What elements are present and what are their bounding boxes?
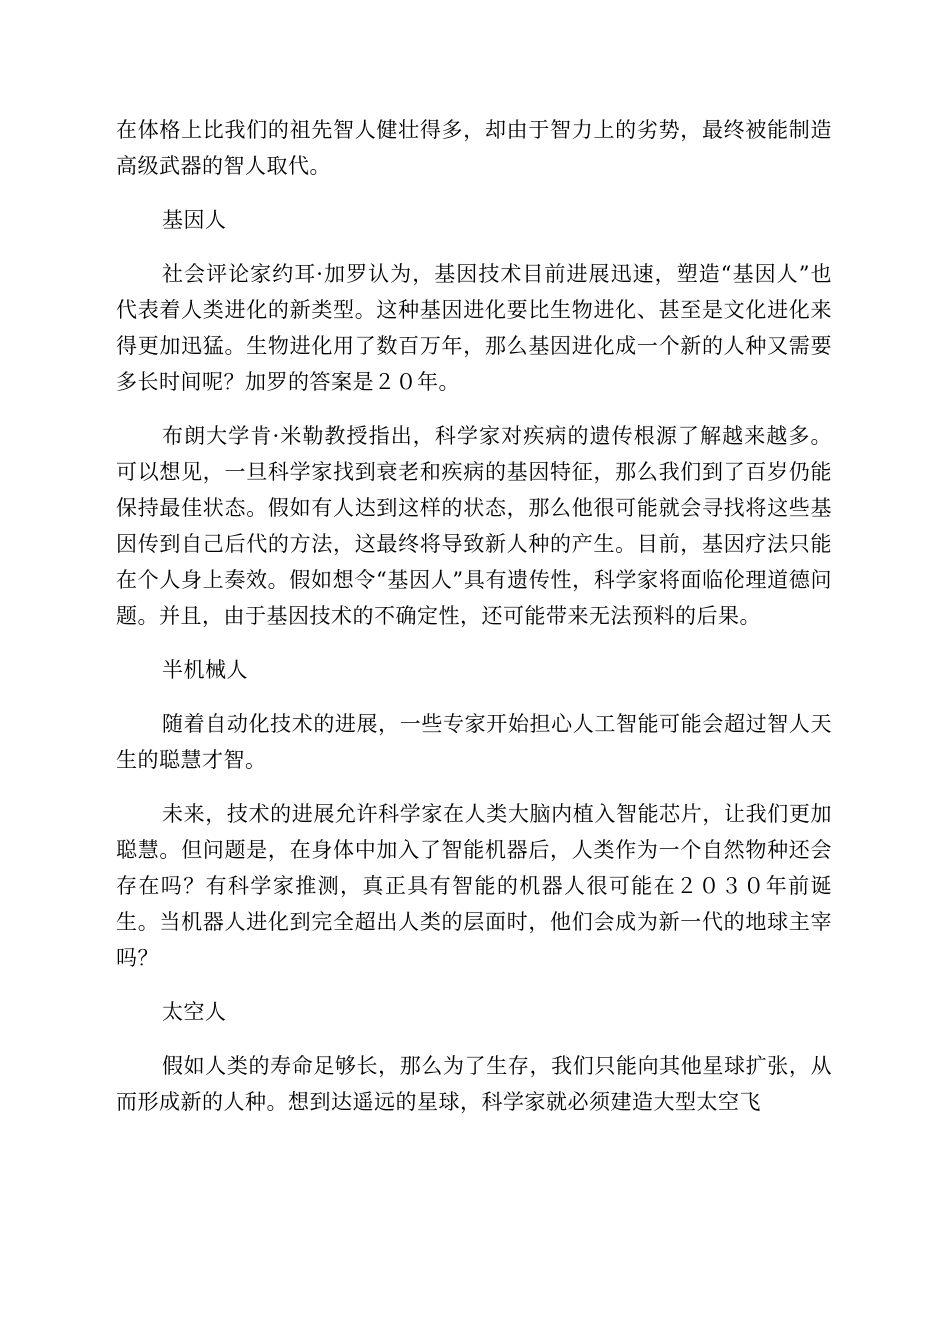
paragraph-gene-evolution: 社会评论家约耳·加罗认为，基因技术目前进展迅速，塑造“基因人”也代表着人类进化的新类型。这种基因进化要比生物进化、甚至是文化进化来得更加迅猛。生物进化用了数百万年，那么基因进化成一个新的人种又需要多长时间呢？加罗的答案是２０年。 — [116, 262, 832, 394]
paragraph-automation: 随着自动化技术的进展，一些专家开始担心人工智能可能会超过智人天生的聪慧才智。 — [116, 712, 832, 772]
paragraph-brown-university: 布朗大学肯·米勒教授指出，科学家对疾病的遗传根源了解越来越多。可以想见，一旦科学家找到衰老和疾病的基因特征，那么我们到了百岁仍能保持最佳状态。假如有人达到这样的状态，那么他很可能就会寻找将这些基因传到自己后代的方法，这最终将导致新人种的产生。目前，基因疗法只能在个人身上奏效。假如想令“基因人”具有遗传性，科学家将面临伦理道德问题。并且，由于基因技术的不确定性，还可能带来无法预料的后果。 — [116, 424, 832, 628]
paragraph-space-expansion: 假如人类的寿命足够长，那么为了生存，我们只能向其他星球扩张，从而形成新的人种。想到达遥远的星球，科学家就必须建造大型太空飞 — [116, 1054, 832, 1114]
paragraph-continued: 在体格上比我们的祖先智人健壮得多，却由于智力上的劣势，最终被能制造高级武器的智人取代。 — [116, 118, 832, 178]
document-body — [116, 112, 832, 1138]
section-heading-space-human: 太空人 — [162, 1000, 227, 1024]
paragraph-brain-chip: 未来，技术的进展允许科学家在人类大脑内植入智能芯片，让我们更加聪慧。但问题是，在身体中加入了智能机器后，人类作为一个自然物种还会存在吗？有科学家推测，真正具有智能的机器人很可能在２０３０年前诞生。当机器人进化到完全超出人类的层面时，他们会成为新一代的地球主宰吗？ — [116, 802, 832, 970]
section-heading-gene-human: 基因人 — [162, 208, 227, 232]
section-heading-cyborg: 半机械人 — [162, 658, 248, 682]
